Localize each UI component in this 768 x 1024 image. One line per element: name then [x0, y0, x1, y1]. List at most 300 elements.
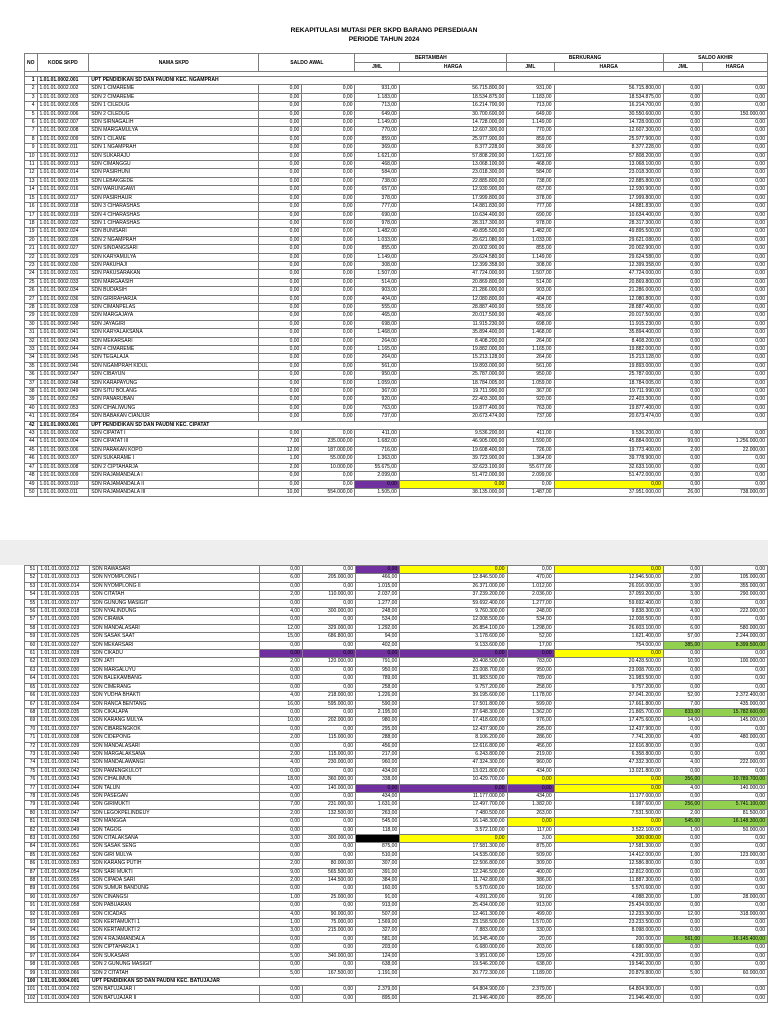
cell-saldo-awal-jml: 4,00 — [259, 910, 302, 918]
cell-saldo-awal-jml: 0,00 — [259, 742, 302, 750]
cell-saldo-awal-harga: 0,00 — [302, 261, 355, 269]
cell-saldo-akhir-jml: 4,00 — [663, 608, 702, 616]
cell-saldo-akhir-jml: 4,00 — [663, 759, 702, 767]
cell-saldo-awal-harga: 10.000,00 — [302, 463, 355, 471]
cell-kode-skpd: 1.01.01.0003.063 — [38, 944, 90, 952]
cell-kode-skpd: 1.01.01.0003.007 — [37, 455, 89, 463]
table-row — [25, 952, 768, 960]
cell-saldo-akhir-harga: 0,00 — [703, 194, 768, 202]
cell-berkurang-jml: 17,00 — [507, 641, 554, 649]
cell-bertambah-jml: 468,00 — [355, 161, 399, 169]
cell-saldo-akhir-harga: 0,00 — [703, 337, 768, 345]
cell-bertambah-jml: 378,00 — [355, 194, 399, 202]
cell-bertambah-harga: 0,00 — [399, 480, 506, 488]
cell-berkurang-harga: 25.787.000,00 — [554, 371, 663, 379]
table-header — [25, 54, 768, 77]
cell-saldo-akhir-jml: 2,00 — [663, 574, 702, 582]
cell-saldo-akhir-jml: 7,00 — [663, 700, 702, 708]
cell-saldo-akhir-jml: 545,00 — [663, 818, 702, 826]
cell-no: 72 — [25, 742, 38, 750]
cell-berkurang-harga: 18.534.875,00 — [554, 93, 663, 101]
cell-kode-skpd: 1.01.01.0002.043 — [37, 337, 89, 345]
cell-berkurang-harga: 20.428.500,00 — [554, 658, 663, 666]
cell-no: 78 — [25, 792, 38, 800]
cell-saldo-akhir-harga: 0,00 — [703, 312, 768, 320]
cell-saldo-awal-jml: 0,00 — [259, 337, 302, 345]
cell-kode-skpd: 1.01.01.0002.041 — [37, 329, 89, 337]
cell-no: 94 — [25, 927, 38, 935]
cell-kode-skpd: 1.01.01.0002.046 — [37, 362, 89, 370]
cell-bertambah-harga: 19.877.400,00 — [399, 404, 506, 412]
cell-saldo-akhir-harga: 0,00 — [703, 85, 768, 93]
cell-berkurang-jml: 160,00 — [507, 885, 554, 893]
cell-berkurang-harga: 12.812.000,00 — [554, 868, 663, 876]
cell-saldo-akhir-jml: 833,00 — [663, 708, 702, 716]
cell-no: 12 — [25, 169, 38, 177]
cell-berkurang-jml: 1.189,00 — [507, 969, 554, 977]
cell-berkurang-jml: 470,00 — [507, 574, 554, 582]
cell-saldo-awal-harga: 0,00 — [302, 177, 355, 185]
cell-bertambah-harga: 19.711.990,00 — [399, 388, 506, 396]
cell-saldo-akhir-jml: 0,00 — [663, 245, 702, 253]
cell-nama-skpd: SDN CIRAWA — [90, 616, 260, 624]
cell-no: 95 — [25, 935, 38, 943]
cell-no: 37 — [25, 379, 38, 387]
table-row — [25, 337, 768, 345]
cell-berkurang-jml: 0,00 — [507, 784, 554, 792]
cell-saldo-akhir-jml: 0,00 — [663, 666, 702, 674]
cell-saldo-awal-jml: 2,00 — [259, 658, 302, 666]
table-row — [25, 784, 768, 792]
cell-saldo-akhir-jml: 0,00 — [663, 961, 702, 969]
cell-berkurang-jml: 369,00 — [507, 144, 554, 152]
cell-saldo-akhir-jml: 0,00 — [663, 843, 702, 851]
cell-nama-skpd: SDN GUNUNG MASIGIT — [90, 599, 260, 607]
cell-bertambah-harga: 12.506.800,00 — [400, 860, 507, 868]
cell-berkurang-harga: 25.977.900,00 — [554, 135, 663, 143]
cell-saldo-awal-harga: 0,00 — [302, 278, 355, 286]
cell-bertambah-harga: 8.408.200,00 — [399, 337, 506, 345]
mutation-table-page-2 — [24, 565, 768, 1003]
cell-nama-skpd: SDN SASAK SAAT — [90, 633, 260, 641]
cell-bertambah-jml: 507,00 — [356, 910, 400, 918]
cell-bertambah-jml: 1.631,00 — [356, 801, 400, 809]
cell-kode-skpd: 1.01.01.0003.035 — [38, 708, 90, 716]
cell-nama-skpd: SDN KARANG PUTIH — [90, 860, 260, 868]
cell-saldo-awal-jml: 0,00 — [259, 480, 302, 488]
cell-bertambah-jml: 978,00 — [355, 219, 399, 227]
cell-saldo-awal-harga: 218.000,00 — [302, 692, 355, 700]
cell-saldo-awal-jml: 0,00 — [259, 430, 302, 438]
cell-saldo-akhir-jml: 0,00 — [663, 868, 702, 876]
cell-saldo-awal-harga: 167.500,00 — [302, 969, 355, 977]
cell-bertambah-jml: 1.191,00 — [356, 969, 400, 977]
cell-berkurang-jml: 91,00 — [507, 893, 554, 901]
cell-bertambah-harga: 8.106.200,00 — [400, 734, 507, 742]
cell-no: 25 — [25, 278, 38, 286]
cell-saldo-akhir-harga: 0,00 — [703, 379, 768, 387]
cell-bertambah-jml: 1.015,00 — [356, 582, 400, 590]
cell-bertambah-harga: 12.080.800,00 — [399, 295, 506, 303]
cell-kode-skpd: 1.01.01.0002.022 — [37, 219, 89, 227]
table-row — [25, 776, 768, 784]
cell-saldo-akhir-jml: 561,00 — [663, 935, 702, 943]
cell-saldo-akhir-harga: 318.000,00 — [703, 910, 768, 918]
cell-saldo-akhir-harga: 0,00 — [703, 354, 768, 362]
table-row — [25, 641, 768, 649]
cell-saldo-awal-harga: 0,00 — [302, 616, 355, 624]
cell-berkurang-jml: 264,00 — [507, 354, 554, 362]
cell-bertambah-jml: 465,00 — [355, 312, 399, 320]
cell-kode-skpd: 1.01.01.0003.039 — [38, 742, 90, 750]
table-row — [25, 287, 768, 295]
cell-berkurang-jml: 0,00 — [507, 650, 554, 658]
cell-saldo-akhir-jml: 0,00 — [663, 287, 702, 295]
cell-no: 53 — [25, 582, 38, 590]
cell-saldo-awal-harga: 0,00 — [302, 851, 355, 859]
cell-saldo-akhir-jml: 0,00 — [663, 85, 702, 93]
cell-saldo-awal-jml: 0,00 — [259, 261, 302, 269]
cell-kode-skpd: 1.01.01.0003.036 — [38, 717, 90, 725]
cell-no: 66 — [25, 692, 38, 700]
table-row — [25, 379, 768, 387]
cell-bertambah-jml: 264,00 — [355, 337, 399, 345]
cell-saldo-awal-harga: 202.000,00 — [302, 717, 355, 725]
cell-nama-skpd: SDN CIBARENGKOK — [90, 725, 260, 733]
cell-saldo-awal-harga: 115.000,00 — [302, 734, 355, 742]
cell-berkurang-jml: 1.178,00 — [507, 692, 554, 700]
cell-no: 22 — [25, 253, 38, 261]
cell-saldo-akhir-harga: 81.500,00 — [703, 809, 768, 817]
cell-bertambah-jml: 0,00 — [356, 566, 400, 574]
cell-saldo-akhir-jml: 0,00 — [663, 725, 702, 733]
cell-bertambah-harga: 16.345.400,00 — [400, 935, 507, 943]
cell-kode-skpd: 1.01.01.0002.002 — [37, 85, 89, 93]
cell-no: 26 — [25, 287, 38, 295]
cell-berkurang-jml: 960,00 — [507, 759, 554, 767]
cell-saldo-awal-harga: 0,00 — [302, 826, 355, 834]
cell-saldo-akhir-harga: 0,00 — [703, 404, 768, 412]
cell-saldo-akhir-jml: 2,00 — [663, 446, 702, 454]
cell-kode-skpd: 1.01.01.0002.047 — [37, 371, 89, 379]
cell-kode-skpd: 1.01.01.0003.056 — [38, 885, 90, 893]
table-row — [25, 455, 768, 463]
cell-nama-skpd: SDN 1 CIHARASHAS — [89, 219, 259, 227]
cell-berkurang-jml: 738,00 — [507, 177, 554, 185]
cell-saldo-akhir-jml: 0,00 — [663, 169, 702, 177]
cell-saldo-awal-jml: 0,00 — [259, 616, 302, 624]
cell-saldo-akhir-harga: 290.000,00 — [703, 591, 768, 599]
cell-saldo-awal-harga: 110.000,00 — [302, 591, 355, 599]
table-row — [25, 228, 768, 236]
cell-berkurang-harga: 0,00 — [554, 776, 663, 784]
cell-berkurang-jml: 555,00 — [507, 303, 554, 311]
cell-saldo-akhir-jml: 99,00 — [663, 438, 702, 446]
table-row — [25, 843, 768, 851]
cell-bertambah-harga: 20.772.300,00 — [400, 969, 507, 977]
cell-berkurang-jml: 1.149,00 — [507, 119, 554, 127]
cell-saldo-awal-harga: 0,00 — [302, 253, 355, 261]
cell-berkurang-jml: 248,00 — [507, 608, 554, 616]
cell-saldo-awal-jml: 0,00 — [259, 792, 302, 800]
cell-no: 50 — [25, 488, 38, 496]
table-row — [25, 388, 768, 396]
cell-kode-skpd: 1.01.01.0002.040 — [37, 320, 89, 328]
cell-saldo-awal-jml: 0,00 — [259, 236, 302, 244]
cell-kode-skpd: 1.01.01.0003.049 — [38, 826, 90, 834]
cell-nama-skpd: SDN CIPTAHARJA 1 — [90, 944, 260, 952]
cell-bertambah-harga: 12.399.358,00 — [399, 261, 506, 269]
cell-kode-skpd: 1.01.01.0003.060 — [38, 919, 90, 927]
cell-kode-skpd: 1.01.01.0003.037 — [38, 725, 90, 733]
cell-bertambah-harga: 11.177.000,00 — [400, 792, 507, 800]
table-row — [25, 211, 768, 219]
cell-saldo-awal-harga: 0,00 — [302, 994, 355, 1002]
cell-saldo-awal-harga: 0,00 — [302, 725, 355, 733]
cell-no: 31 — [25, 329, 38, 337]
cell-unit-name: UPT PENDIDIKAN SD DAN PAUDNI KEC. CIPATAT — [89, 421, 768, 429]
cell-kode-skpd: 1.01.01.0002.038 — [37, 303, 89, 311]
cell-saldo-awal-harga: 0,00 — [302, 346, 355, 354]
cell-nama-skpd: SDN MANDALASARI — [90, 742, 260, 750]
cell-kode-skpd: 1.01.01.0003.031 — [38, 675, 90, 683]
cell-bertambah-jml: 1.468,00 — [355, 329, 399, 337]
cell-kode-skpd: 1.01.01.0003.038 — [38, 734, 90, 742]
cell-kode-skpd: 1.01.01.0002.045 — [37, 354, 89, 362]
cell-no: 54 — [25, 591, 38, 599]
cell-berkurang-harga: 6.358.800,00 — [554, 750, 663, 758]
cell-saldo-awal-jml: 0,00 — [259, 902, 302, 910]
cell-kode-skpd: 1.01.01.0002.015 — [37, 177, 89, 185]
cell-bertambah-jml: 434,00 — [356, 767, 400, 775]
cell-saldo-akhir-harga: 150.000,00 — [703, 110, 768, 118]
cell-nama-skpd: SDN JAYAGIRI — [89, 320, 259, 328]
cell-kode-skpd: 1.01.01.0002.039 — [37, 312, 89, 320]
cell-saldo-awal-harga: 0,00 — [302, 219, 355, 227]
cell-saldo-akhir-harga: 0,00 — [703, 742, 768, 750]
cell-saldo-akhir-jml: 0,00 — [663, 650, 702, 658]
cell-bertambah-harga: 16.148.300,00 — [400, 818, 507, 826]
cell-bertambah-jml: 638,00 — [356, 961, 400, 969]
cell-bertambah-jml: 308,00 — [355, 261, 399, 269]
cell-saldo-awal-harga: 0,00 — [302, 902, 355, 910]
cell-saldo-awal-jml: 0,00 — [259, 219, 302, 227]
cell-bertambah-jml: 791,00 — [356, 658, 400, 666]
cell-saldo-awal-harga: 0,00 — [302, 388, 355, 396]
cell-bertambah-jml: 980,00 — [356, 717, 400, 725]
cell-saldo-awal-harga: 0,00 — [302, 102, 355, 110]
report-page-2 — [0, 565, 768, 1024]
cell-no: 87 — [25, 868, 38, 876]
cell-saldo-awal-jml: 0,00 — [259, 144, 302, 152]
table-row — [25, 725, 768, 733]
cell-saldo-awal-jml: 0,00 — [259, 582, 302, 590]
cell-saldo-awal-jml: 0,00 — [259, 767, 302, 775]
cell-berkurang-harga: 35.894.400,00 — [554, 329, 663, 337]
cell-berkurang-jml: 499,00 — [507, 910, 554, 918]
cell-berkurang-jml: 2.099,00 — [507, 472, 554, 480]
cell-berkurang-harga: 32.633.100,00 — [554, 463, 663, 471]
cell-kode-skpd: 1.01.01.0004.003 — [38, 994, 90, 1002]
cell-saldo-awal-jml: 2,00 — [259, 591, 302, 599]
cell-bertambah-jml: 404,00 — [355, 295, 399, 303]
cell-saldo-akhir-harga: 8.399.500,00 — [703, 641, 768, 649]
cell-saldo-akhir-harga: 0,00 — [703, 675, 768, 683]
cell-bertambah-harga: 20.869.800,00 — [399, 278, 506, 286]
cell-saldo-akhir-harga: 1.256.000,00 — [703, 438, 768, 446]
cell-no: 90 — [25, 893, 38, 901]
cell-bertambah-harga: 7.883.000,00 — [400, 927, 507, 935]
cell-bertambah-harga: 32.623.100,00 — [399, 463, 506, 471]
cell-no: 23 — [25, 261, 38, 269]
cell-berkurang-jml: 1.183,00 — [507, 93, 554, 101]
cell-no: 47 — [25, 463, 38, 471]
cell-berkurang-harga: 12.616.800,00 — [554, 742, 663, 750]
cell-bertambah-harga: 8.377.228,00 — [399, 144, 506, 152]
cell-bertambah-harga: 12.846.500,00 — [400, 574, 507, 582]
cell-saldo-awal-harga: 300.000,00 — [302, 608, 355, 616]
cell-kode-skpd: 1.01.01.0004.001 — [38, 977, 90, 985]
table-row — [25, 488, 768, 496]
cell-bertambah-jml: 466,00 — [356, 574, 400, 582]
cell-kode-skpd: 1.01.01.0002.031 — [37, 270, 89, 278]
cell-bertambah-jml: 118,00 — [356, 826, 400, 834]
cell-berkurang-jml: 330,00 — [507, 927, 554, 935]
cell-no: 67 — [25, 700, 38, 708]
cell-saldo-akhir-harga: 145.000,00 — [703, 717, 768, 725]
cell-bertambah-jml: 338,00 — [356, 776, 400, 784]
cell-kode-skpd: 1.01.01.0003.028 — [38, 650, 90, 658]
cell-nama-skpd: SDN 2 GUNUNG MASIGIT — [90, 961, 260, 969]
cell-berkurang-jml: 599,00 — [507, 700, 554, 708]
table-row — [25, 582, 768, 590]
cell-bertambah-jml: 369,00 — [355, 144, 399, 152]
cell-saldo-akhir-jml: 14,00 — [663, 717, 702, 725]
cell-unit-name: UPT PENDIDIKAN SD DAN PAUDNI KEC. NGAMPRAH — [89, 77, 768, 85]
cell-saldo-akhir-harga: 0,00 — [703, 219, 768, 227]
cell-nama-skpd: SDN CIPADA SARI — [90, 877, 260, 885]
cell-kode-skpd: 1.01.01.0002.024 — [37, 228, 89, 236]
cell-berkurang-jml: 203,00 — [507, 944, 554, 952]
cell-kode-skpd: 1.01.01.0003.009 — [37, 472, 89, 480]
cell-saldo-awal-harga: 0,00 — [302, 683, 355, 691]
cell-nama-skpd: SDN SITU BOLANG — [89, 388, 259, 396]
cell-bertambah-jml: 931,00 — [355, 85, 399, 93]
cell-bertambah-jml: 763,00 — [355, 404, 399, 412]
cell-kode-skpd: 1.01.01.0002.014 — [37, 169, 89, 177]
cell-saldo-awal-jml: 2,00 — [259, 860, 302, 868]
cell-bertambah-harga: 0,00 — [400, 650, 507, 658]
cell-bertambah-jml: 1.292,00 — [356, 624, 400, 632]
cell-saldo-awal-harga: 0,00 — [302, 472, 355, 480]
cell-saldo-awal-harga: 329.000,00 — [302, 624, 355, 632]
cell-no: 84 — [25, 843, 38, 851]
cell-no: 30 — [25, 320, 38, 328]
cell-kode-skpd: 1.01.01.0003.042 — [38, 767, 90, 775]
cell-saldo-akhir-harga: 0,00 — [703, 346, 768, 354]
cell-no: 56 — [25, 608, 38, 616]
cell-bertambah-harga: 39.723.900,00 — [399, 455, 506, 463]
cell-bertambah-jml: 2.099,00 — [355, 472, 399, 480]
cell-saldo-akhir-harga: 0,00 — [703, 135, 768, 143]
header-berkurang-jml: JML — [507, 63, 554, 72]
cell-saldo-awal-jml: 0,00 — [259, 935, 302, 943]
cell-berkurang-harga: 18.784.005,00 — [554, 379, 663, 387]
cell-bertambah-jml: 1.505,00 — [355, 488, 399, 496]
cell-kode-skpd: 1.01.01.0003.044 — [38, 784, 90, 792]
cell-saldo-awal-harga: 0,00 — [302, 93, 355, 101]
cell-nama-skpd: SDN PAKUSARAKAN — [89, 270, 259, 278]
cell-saldo-akhir-jml: 0,00 — [663, 346, 702, 354]
cell-nama-skpd: SDN MANDALASARI — [90, 624, 260, 632]
cell-bertambah-jml: 859,00 — [355, 135, 399, 143]
cell-no: 100 — [25, 977, 38, 985]
cell-berkurang-harga: 59.692.400,00 — [554, 599, 663, 607]
cell-saldo-awal-harga: 0,00 — [302, 312, 355, 320]
cell-bertambah-harga: 6.243.800,00 — [400, 750, 507, 758]
table-row — [25, 312, 768, 320]
cell-berkurang-harga: 57.808.200,00 — [554, 152, 663, 160]
cell-bertambah-harga: 9.760.300,00 — [400, 608, 507, 616]
cell-bertambah-jml: 124,00 — [356, 952, 400, 960]
cell-saldo-awal-harga: 340.000,00 — [302, 952, 355, 960]
cell-no: 88 — [25, 877, 38, 885]
cell-saldo-akhir-jml: 1,00 — [663, 851, 702, 859]
table-row — [25, 236, 768, 244]
cell-bertambah-jml: 770,00 — [355, 127, 399, 135]
cell-berkurang-harga: 12.607.300,00 — [554, 127, 663, 135]
cell-berkurang-jml: 584,00 — [507, 169, 554, 177]
cell-berkurang-harga: 19.893.000,00 — [554, 362, 663, 370]
cell-nama-skpd: SDN RAWASARI — [90, 566, 260, 574]
cell-bertambah-jml: 657,00 — [355, 186, 399, 194]
cell-saldo-akhir-jml: 3,00 — [663, 591, 702, 599]
cell-kode-skpd: 1.01.01.0003.055 — [38, 877, 90, 885]
cell-berkurang-jml: 534,00 — [507, 616, 554, 624]
cell-berkurang-harga: 4.088.200,00 — [554, 893, 663, 901]
cell-saldo-akhir-jml: 0,00 — [663, 228, 702, 236]
cell-bertambah-jml: 950,00 — [356, 666, 400, 674]
cell-nama-skpd: SDN PASIRHUNI — [89, 169, 259, 177]
cell-bertambah-harga: 12.930.900,00 — [399, 186, 506, 194]
cell-bertambah-harga: 35.894.400,00 — [399, 329, 506, 337]
cell-nama-skpd: SDN 4 RAJAMANDALA — [90, 935, 260, 943]
cell-bertambah-jml: 402,00 — [356, 641, 400, 649]
cell-bertambah-harga: 11.742.800,00 — [400, 877, 507, 885]
cell-berkurang-jml: 638,00 — [507, 961, 554, 969]
table-row — [25, 961, 768, 969]
cell-kode-skpd: 1.01.01.0002.005 — [37, 102, 89, 110]
cell-berkurang-jml: 783,00 — [507, 658, 554, 666]
cell-saldo-awal-jml: 0,00 — [259, 683, 302, 691]
table-row — [25, 346, 768, 354]
cell-bertambah-harga: 37.648.300,00 — [400, 708, 507, 716]
cell-saldo-awal-harga: 231.000,00 — [302, 801, 355, 809]
cell-saldo-awal-jml: 0,00 — [259, 278, 302, 286]
cell-bertambah-harga: 25.977.900,00 — [399, 135, 506, 143]
cell-berkurang-jml: 55.677,00 — [507, 463, 554, 471]
cell-no: 77 — [25, 784, 38, 792]
cell-kode-skpd: 1.01.01.0003.029 — [38, 658, 90, 666]
cell-bertambah-harga: 21.946.400,00 — [400, 994, 507, 1002]
cell-berkurang-harga: 9.838.300,00 — [554, 608, 663, 616]
cell-saldo-awal-jml: 0,00 — [259, 203, 302, 211]
table-row — [25, 994, 768, 1002]
cell-no: 75 — [25, 767, 38, 775]
cell-bertambah-harga: 29.621.080,00 — [399, 236, 506, 244]
table-row — [25, 835, 768, 843]
cell-saldo-akhir-jml: 4,00 — [663, 734, 702, 742]
